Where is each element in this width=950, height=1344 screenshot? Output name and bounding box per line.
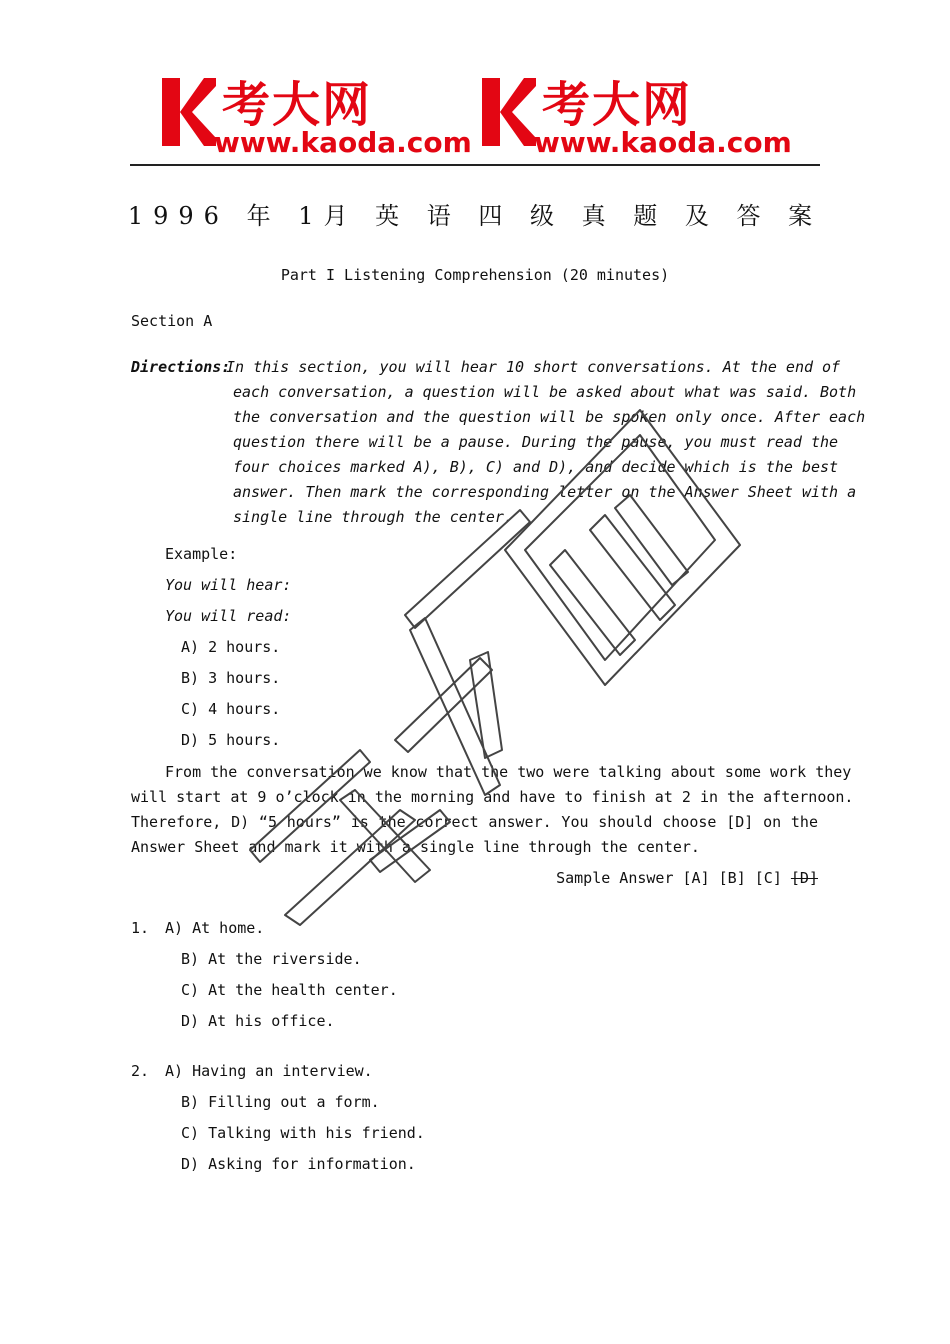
question-option: D) Asking for information. (181, 1155, 416, 1173)
example-read: You will read: (165, 607, 292, 625)
directions-line: each conversation, a question will be asked about what was said. Both (233, 383, 857, 401)
k-logo-icon (158, 72, 216, 152)
header-divider (130, 164, 820, 166)
example-hear: You will hear: (165, 576, 292, 594)
example-option: D) 5 hours. (181, 731, 281, 749)
question-option: B) At the riverside. (181, 950, 362, 968)
example-option: B) 3 hours. (181, 669, 281, 687)
example-option: C) 4 hours. (181, 700, 281, 718)
sample-answer-label: Sample Answer [A] [B] [C] (556, 869, 791, 887)
directions-label: Directions: (131, 358, 231, 376)
example-explanation-line: Answer Sheet and mark it with a single line through the center. (131, 838, 700, 856)
question-option: C) At the health center. (181, 981, 398, 999)
page-title: 1996 年 1月 英 语 四 级 真 题 及 答 案 (127, 202, 823, 230)
directions-line: question there will be a pause. During the pause, you must read the (233, 433, 839, 451)
directions-line: four choices marked A), B), C) and D), and decide which is the best (233, 458, 839, 476)
question-number: 2. (131, 1062, 150, 1080)
example-option: A) 2 hours. (181, 638, 281, 656)
section-heading: Section A (131, 312, 213, 330)
directions-line: single line through the center. (233, 508, 513, 526)
sample-answer (556, 869, 818, 887)
part-heading: Part I Listening Comprehension (20 minutes) (280, 266, 670, 284)
logo-url-text: www.kaoda.com (534, 126, 792, 159)
logo-cn-text: 考大网 (542, 77, 693, 133)
question-option: A) At home. (165, 919, 265, 937)
example-label: Example: (165, 545, 238, 563)
question-option: D) At his office. (181, 1012, 335, 1030)
sample-answer-marked: [D] (790, 869, 818, 887)
directions-line: In this section, you will hear 10 short conversations. At the end of (226, 358, 841, 376)
question-option: B) Filling out a form. (181, 1093, 380, 1111)
logo-cn-text: 考大网 (222, 77, 373, 133)
example-explanation-line: Therefore, D) “5 hours” is the correct answer. You should choose [D] on the (131, 813, 818, 831)
question-option: A) Having an interview. (165, 1062, 373, 1080)
k-logo-icon (478, 72, 536, 152)
question-number: 1. (131, 919, 150, 937)
example-explanation-line: will start at 9 o’clock in the morning and have to finish at 2 in the afternoon. (131, 788, 854, 806)
directions-line: the conversation and the question will be spoken only once. After each (233, 408, 866, 426)
header-logo-right (478, 72, 798, 162)
logo-url-text: www.kaoda.com (214, 126, 472, 159)
example-explanation-line: From the conversation we know that the two were talking about some work they (165, 763, 852, 781)
directions-line: answer. Then mark the corresponding letter on the Answer Sheet with a (233, 483, 857, 501)
header-logo-left (158, 72, 478, 162)
question-option: C) Talking with his friend. (181, 1124, 425, 1142)
